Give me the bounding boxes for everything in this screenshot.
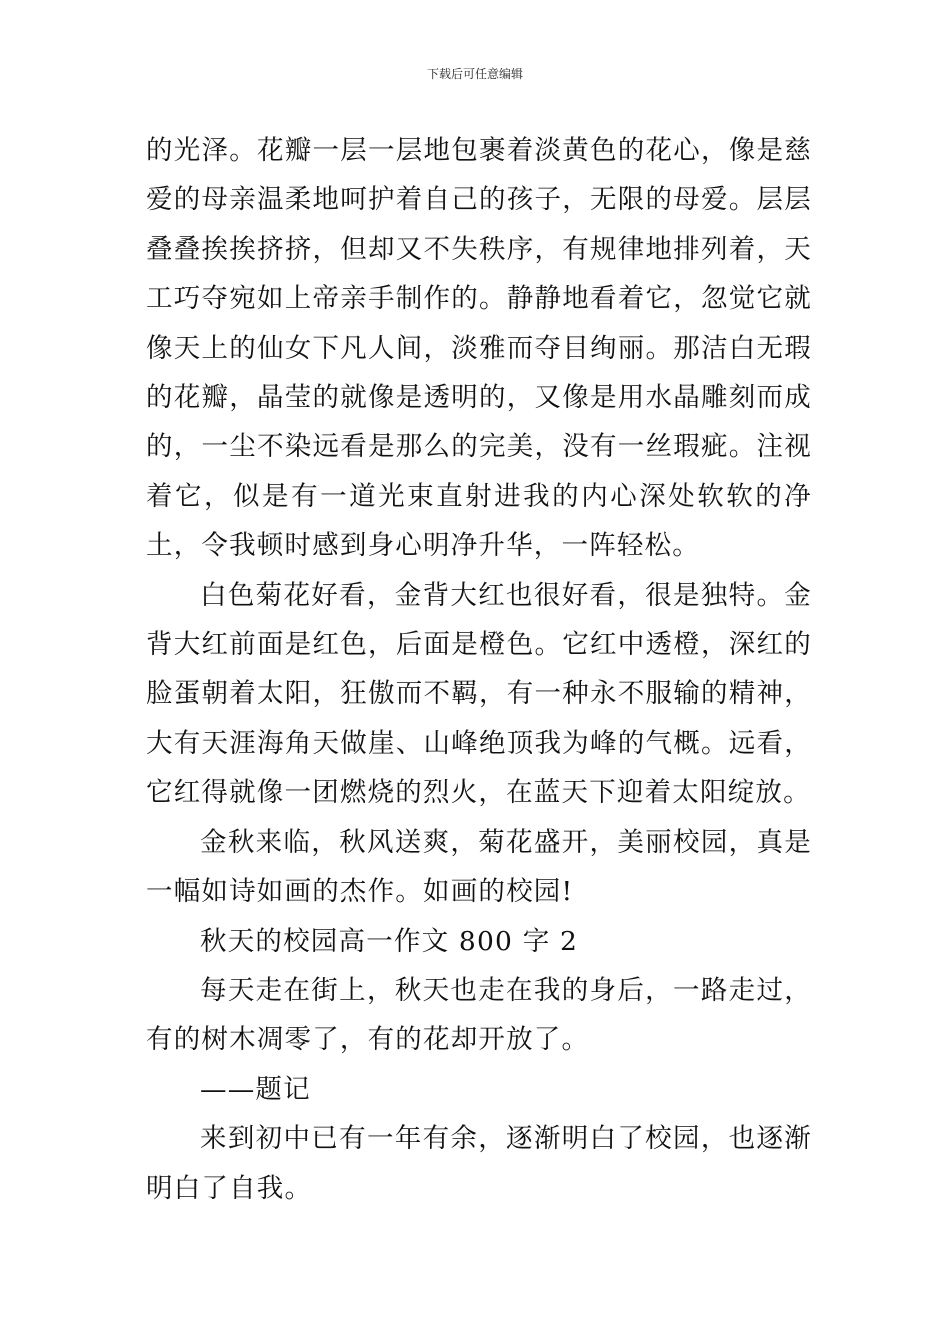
paragraph-opening: 来到初中已有一年有余，逐渐明白了校园，也逐渐明白了自我。	[146, 1123, 812, 1204]
essay-title: 秋天的校园高一作文 800 字 2	[200, 925, 579, 957]
paragraph-campus-summary: 金秋来临，秋风送爽，菊花盛开，美丽校园，真是一幅如诗如画的杰作。如画的校园!	[146, 826, 812, 908]
paragraph-chrysanthemum-white: 的光泽。花瓣一层一层地包裹着淡黄色的花心，像是慈爱的母亲温柔地呵护着自己的孩子，无限的母爱。层层叠叠挨挨挤挤，但却又不失秩序，有规律地排列着，天工巧夺宛如上帝亲手制作的。静静地看着它，忽觉它就像天上的仙女下凡人间，淡雅而夺目绚丽。那洁白无瑕的花瓣，晶莹的就像是透明的，又像是用水晶雕刻而成的，一尘不染远看是那么的完美，没有一丝瑕疵。注视着它，似是有一道光束直射进我的内心深处软软的净土，令我顿时感到身心明净升华，一阵轻松。	[146, 135, 812, 562]
epigraph-attribution: ——题记	[200, 1073, 311, 1105]
document-body	[146, 126, 812, 1213]
epigraph-text: 每天走在街上，秋天也走在我的身后，一路走过，有的树木凋零了，有的花却开放了。	[146, 974, 812, 1056]
paragraph-chrysanthemum-red: 白色菊花好看，金背大红也很好看，很是独特。金背大红前面是红色，后面是橙色。它红中透橙，深红的脸蛋朝着太阳，狂傲而不羁，有一种永不服输的精神，大有天涯海角天做崖、山峰绝顶我为峰的气概。远看，它红得就像一团燃烧的烈火，在蓝天下迎着太阳绽放。	[146, 579, 812, 809]
download-note: 下载后可任意编辑	[426, 67, 523, 81]
